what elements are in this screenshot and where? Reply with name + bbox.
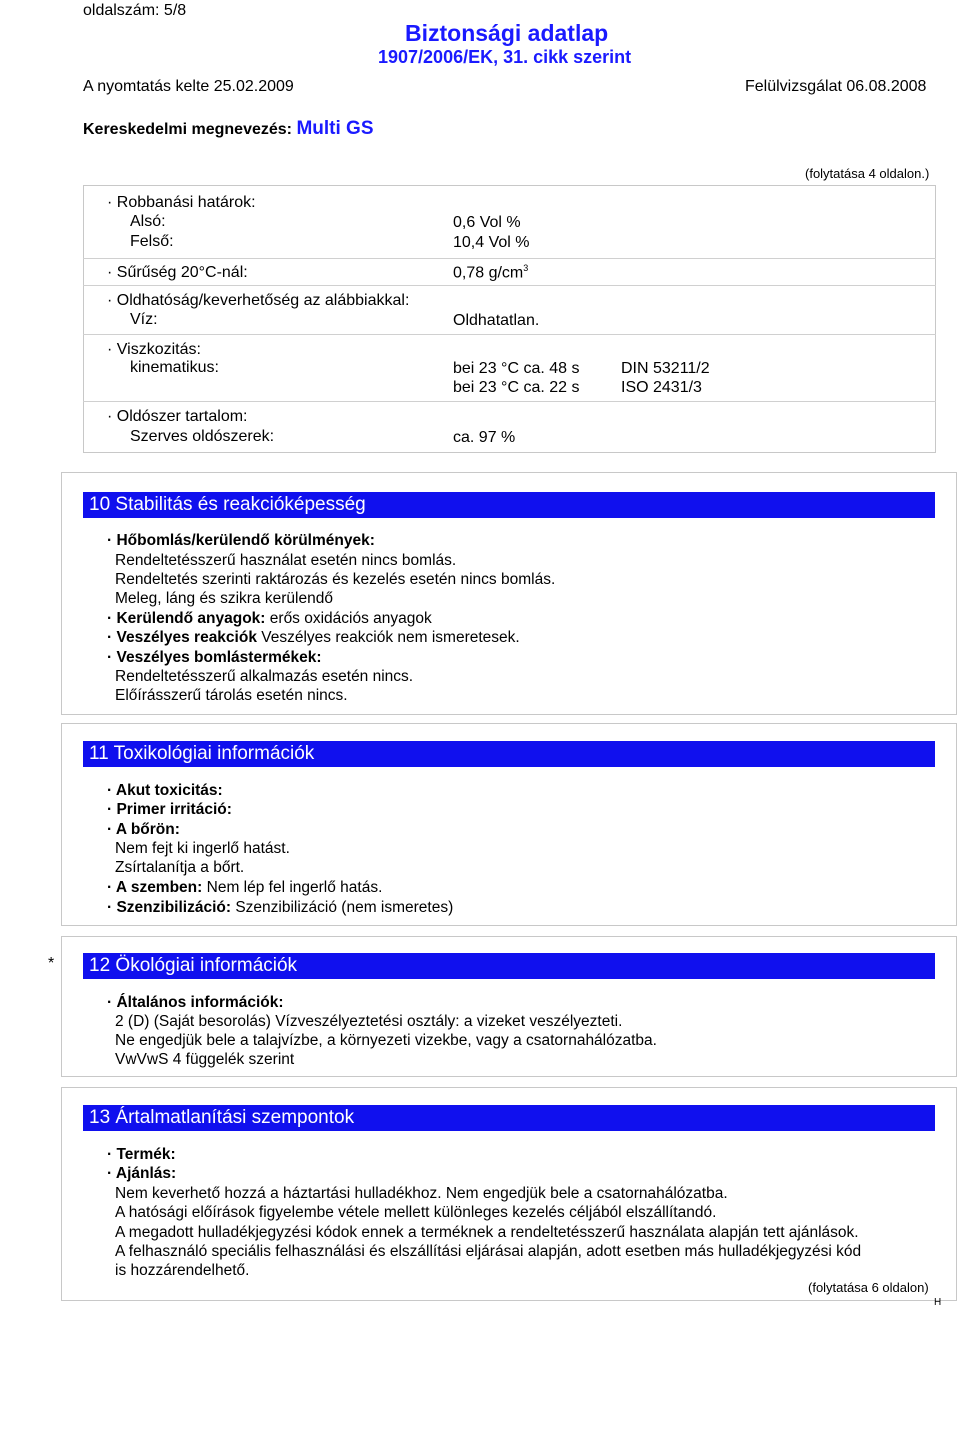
viscosity-value-1: bei 23 °C ca. 48 s [453,360,580,377]
density-exponent: 3 [523,263,529,273]
disposal-line: A megadott hulladékjegyzési kódok ennek a terméknek a rendeltetésszerű használata alapján tett ajánlások. [115,1224,859,1241]
continued-from-note: (folytatása 4 oldalon.) [805,166,930,181]
revision-date: Felülvizsgálat 06.08.2008 [745,78,927,95]
divider [83,401,936,402]
eye-value: Nem lép fel ingerlő hatás. [206,879,383,896]
decomposition-line: Meleg, láng és szikra kerülendő [115,590,333,607]
divider [83,258,936,259]
disposal-line: A hatósági előírások figyelembe vétele mellett különleges kezelés céljából elszállítandó. [115,1204,717,1221]
general-info-label: · Általános információk: [107,994,284,1011]
lower-limit-value: 0,6 Vol % [453,214,521,231]
trade-name-label-text: Kereskedelmi megnevezés: [83,121,292,138]
divider [83,285,936,286]
viscosity-norm-1: DIN 53211/2 [621,360,710,377]
acute-toxicity-label: · Akut toxicitás: [107,782,223,799]
hazardous-reactions-value: Veszélyes reakciók nem ismeretesek. [261,629,520,646]
skin-line: Zsírtalanítja a bőrt. [115,859,245,876]
upper-limit-label: Felső: [130,233,174,250]
decomposition-line: Rendeltetésszerű használat esetén nincs bomlás. [115,552,457,569]
materials-to-avoid-label: · Kerülendő anyagok: [107,610,266,627]
continued-to-note: (folytatása 6 oldalon) [808,1280,929,1295]
decomposition-label: · Hőbomlás/kerülendő körülmények: [107,532,375,549]
language-mark: H [934,1297,942,1308]
viscosity-value-2: bei 23 °C ca. 22 s [453,379,580,396]
decomposition-products-label: · Veszélyes bomlástermékek: [107,649,322,666]
hazardous-reactions-label: · Veszélyes reakciók [107,629,257,646]
disposal-line: A felhasználó speciális felhasználási és elszállítási eljárásai alapján, adott esetben más hulladékjegyzési kód [115,1243,862,1260]
solvent-content-label: · Oldószer tartalom: [107,408,248,425]
page-number: oldalszám: 5/8 [83,2,187,19]
eye-effect [107,878,382,897]
organic-solvents-value: ca. 97 % [453,429,516,446]
solubility-label: · Oldhatóság/keverhetőség az alábbiakkal: [107,292,410,309]
kinematic-label: kinematikus: [130,359,219,376]
viscosity-norm-2: ISO 2431/3 [621,379,702,396]
section-11-title: 11 Toxikológiai információk [83,741,935,767]
decomposition-products-line: Előírásszerű tárolás esetén nincs. [115,687,348,704]
sensitisation-value: Szenzibilizáció (nem ismeretes) [235,899,454,916]
trade-name: Multi GS [296,118,374,139]
section-13-title: 13 Ártalmatlanítási szempontok [83,1105,935,1131]
density-number: 0,78 g/cm [453,264,524,282]
explosion-limits-label: · Robbanási határok: [107,194,256,211]
ecology-line: VwVwS 4 függelék szerint [115,1051,295,1068]
disposal-line: is hozzárendelhető. [115,1262,250,1279]
density-value [453,263,528,282]
skin-line: Nem fejt ki ingerlő hatást. [115,840,290,857]
regulation-subtitle: 1907/2006/EK, 31. cikk szerint [378,47,632,67]
recommendation-label: · Ajánlás: [107,1165,177,1182]
print-date: A nyomtatás kelte 25.02.2009 [83,78,294,95]
product-label: · Termék: [107,1146,176,1163]
materials-to-avoid-value: erős oxidációs anyagok [269,610,432,627]
materials-to-avoid [107,609,432,628]
hazardous-reactions [107,628,520,647]
organic-solvents-label: Szerves oldószerek: [130,428,275,445]
eye-label: · A szemben: [107,879,203,896]
water-label: Víz: [130,311,158,328]
decomposition-products-line: Rendeltetésszerű alkalmazás esetén nincs. [115,668,414,685]
trade-name-label [83,118,374,140]
ecology-line: Ne engedjük bele a talajvízbe, a környezeti vizekbe, vagy a csatornahálózatba. [115,1032,657,1049]
sensitisation [107,898,453,917]
skin-label: · A bőrön: [107,821,180,838]
lower-limit-label: Alsó: [130,213,166,230]
disposal-line: Nem keverhető hozzá a háztartási hulladékhoz. Nem engedjük bele a csatornahálózatba. [115,1185,728,1202]
divider [83,334,936,335]
density-label: · Sűrűség 20°C-nál: [107,264,248,281]
section-12-title: 12 Ökológiai információk [83,953,935,979]
decomposition-line: Rendeltetés szerinti raktározás és kezelés esetén nincs bomlás. [115,571,556,588]
upper-limit-value: 10,4 Vol % [453,234,530,251]
sensitisation-label: · Szenzibilizáció: [107,899,232,916]
water-value: Oldhatatlan. [453,312,540,329]
primary-irritation-label: · Primer irritáció: [107,801,232,818]
viscosity-label: · Viszkozitás: [107,341,201,358]
revision-marker: * [48,955,55,972]
section-10-title: 10 Stabilitás és reakcióképesség [83,492,935,518]
ecology-line: 2 (D) (Saját besorolás) Vízveszélyeztetési osztály: a vizeket veszélyezteti. [115,1013,623,1030]
document-title: Biztonsági adatlap [405,20,609,46]
